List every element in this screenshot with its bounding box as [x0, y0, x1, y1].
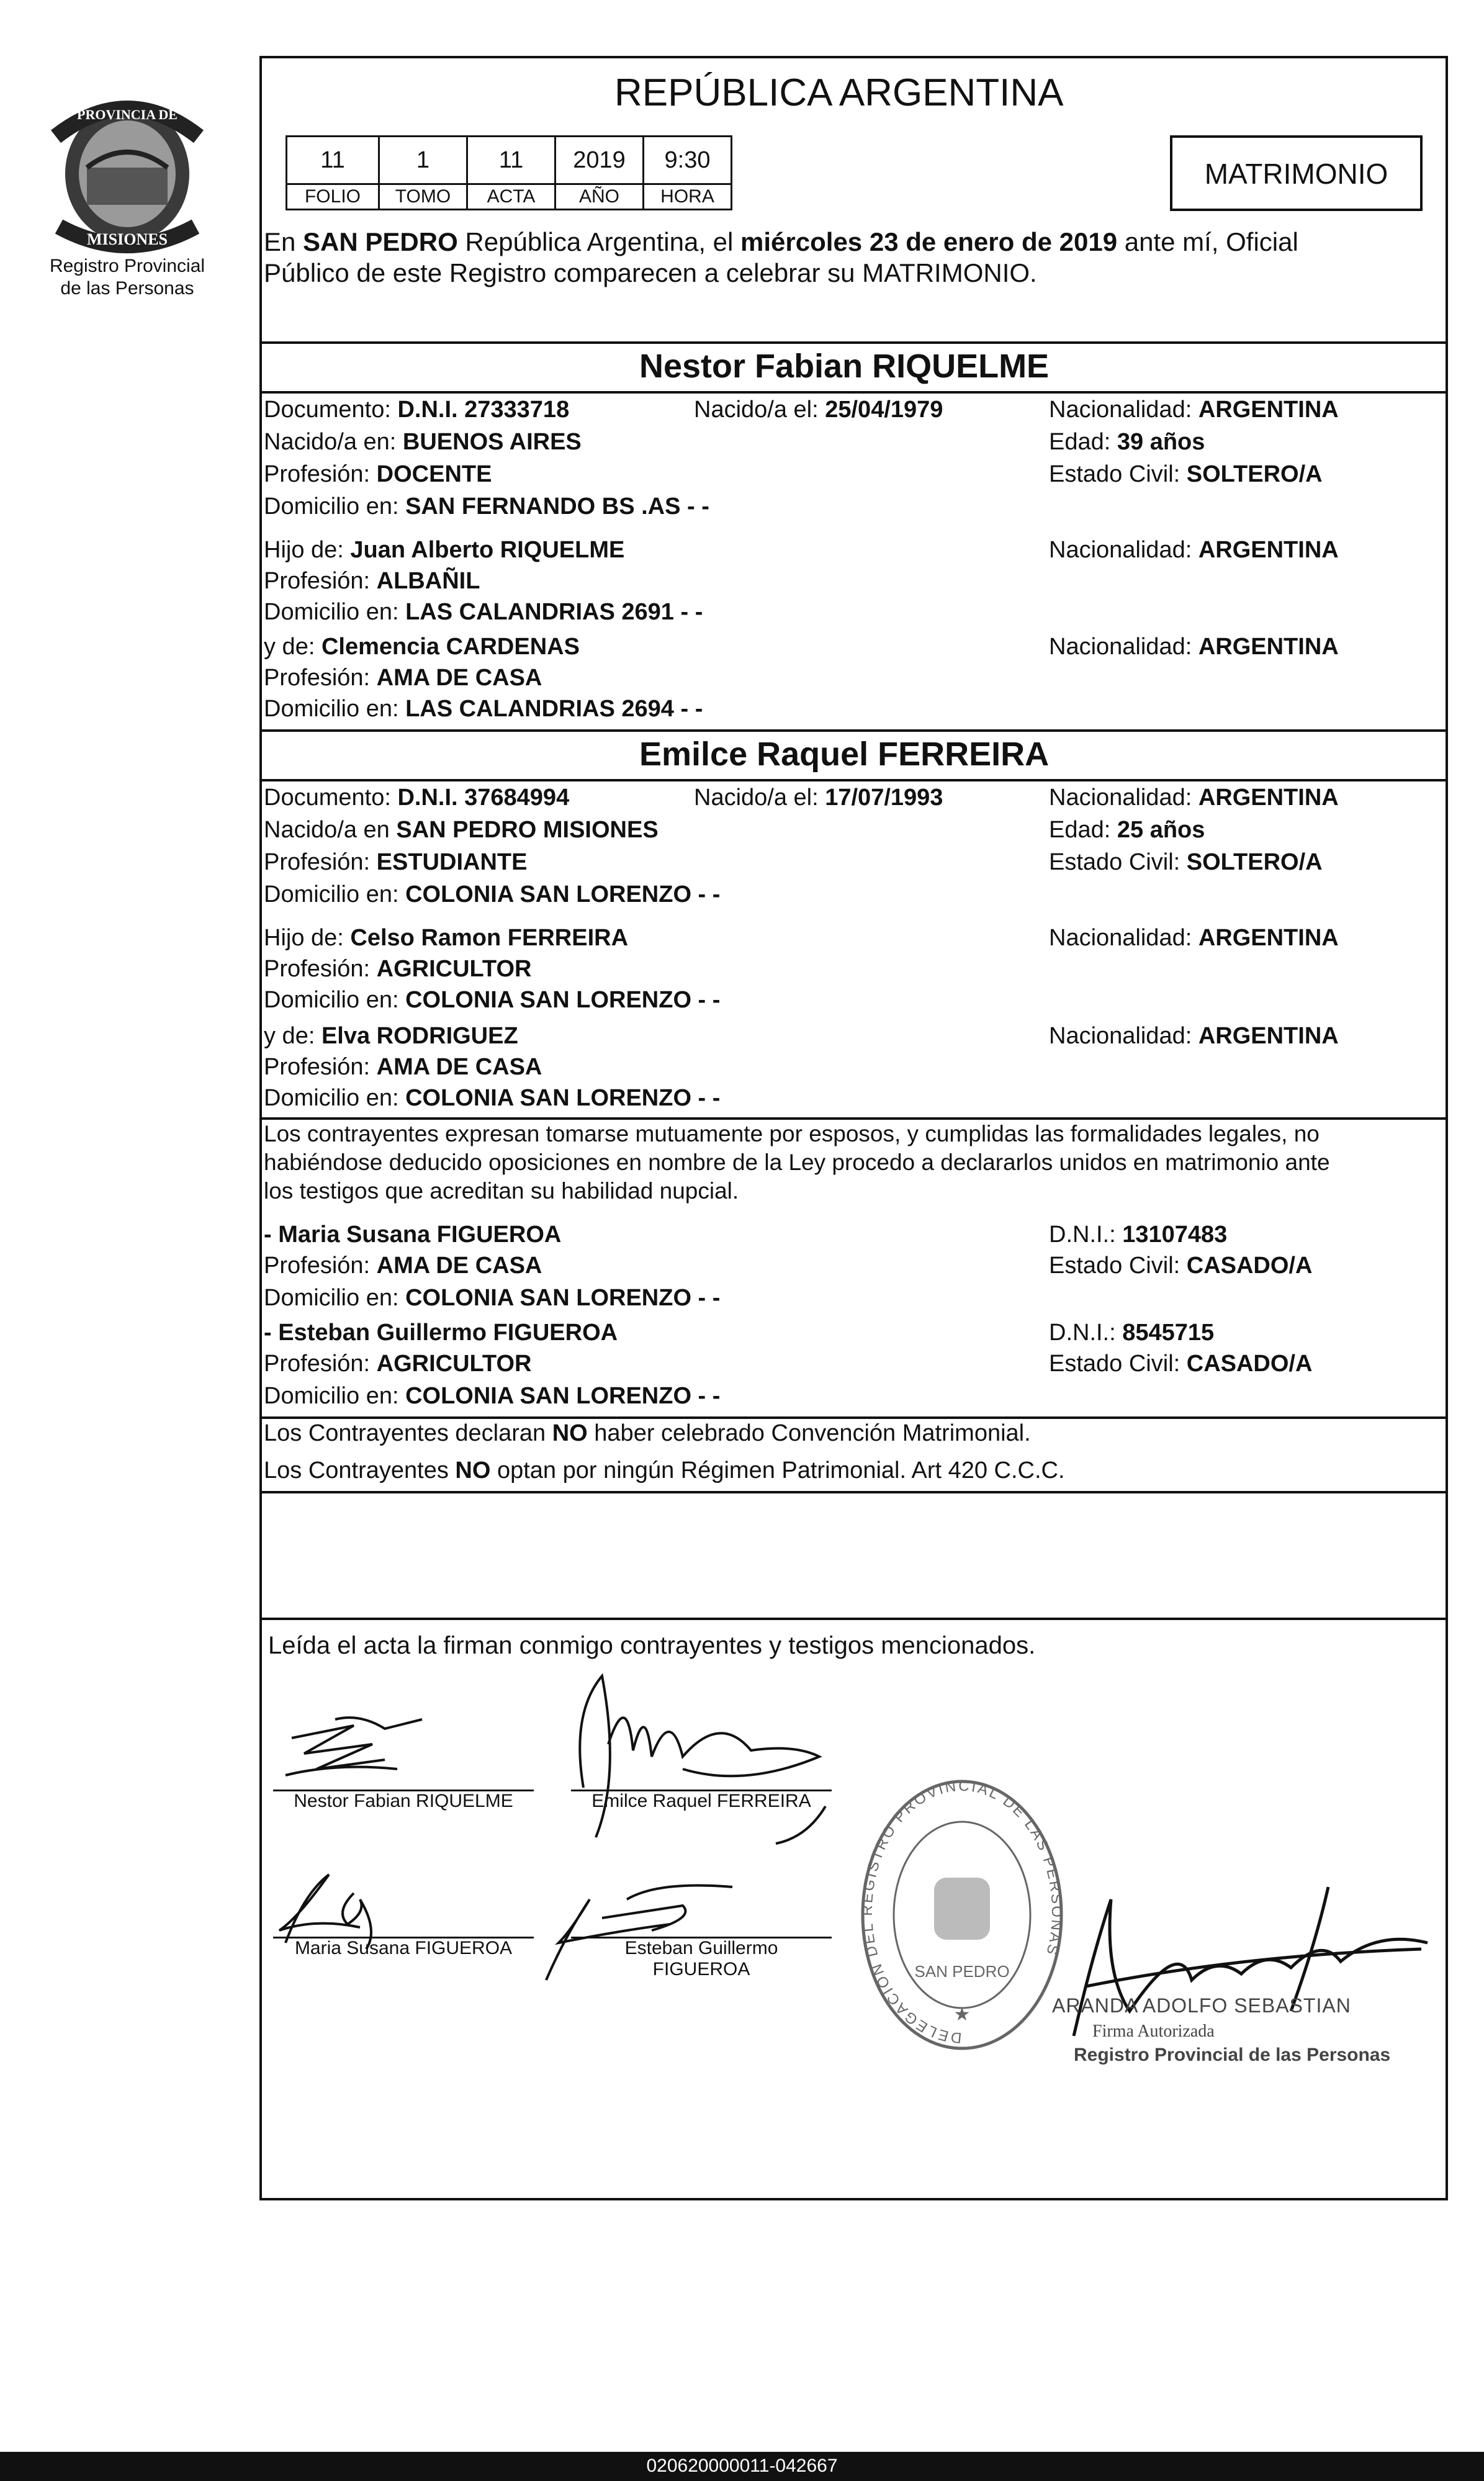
document-code: 020620000011-042667	[646, 2456, 838, 2476]
logo-caption-line2: de las Personas	[60, 278, 194, 299]
spouse1-birthplace: Nacido/a en: BUENOS AIRES	[264, 429, 582, 455]
witness2-address: Domicilio en: COLONIA SAN LORENZO - -	[264, 1383, 721, 1409]
witness2-profession: Profesión: AGRICULTOR	[264, 1351, 532, 1377]
spouse1-mother-address: Domicilio en: LAS CALANDRIAS 2694 - -	[264, 696, 703, 722]
spouse1-profession: Profesión: DOCENTE	[264, 461, 492, 487]
handwritten-signature	[534, 1862, 770, 1986]
witness1-profession: Profesión: AMA DE CASA	[264, 1253, 542, 1279]
signature-caption-witness2-b: FIGUEROA	[652, 1959, 750, 1979]
spouse1-age: Edad: 39 años	[1049, 429, 1205, 455]
divider	[259, 1491, 1448, 1493]
country-title: REPÚBLICA ARGENTINA	[614, 71, 1064, 114]
spouse2-mother-nationality: Nacionalidad: ARGENTINA	[1049, 1023, 1339, 1049]
spouse2-father-profession: Profesión: AGRICULTOR	[264, 956, 532, 982]
spouse2-mother-profession: Profesión: AMA DE CASA	[264, 1054, 542, 1080]
regime-line1: Los Contrayentes declaran NO haber celebrado Convención Matrimonial.	[264, 1420, 1031, 1446]
svg-text:MISIONES: MISIONES	[86, 230, 168, 248]
spouse2-civil-status: Estado Civil: SOLTERO/A	[1049, 849, 1323, 875]
spouse2-nationality: Nacionalidad: ARGENTINA	[1049, 785, 1339, 811]
svg-text:★: ★	[953, 2004, 971, 2025]
closing-statement: Leída el acta la firman conmigo contrayentes y testigos mencionados.	[268, 1632, 1036, 1659]
witness2-name: - Esteban Guillermo FIGUEROA	[264, 1320, 618, 1346]
svg-text:PROVINCIA DE: PROVINCIA DE	[77, 107, 178, 122]
spouse1-civil-status: Estado Civil: SOLTERO/A	[1049, 461, 1323, 487]
official-stamp	[860, 1772, 1064, 2058]
spouse2-mother-address: Domicilio en: COLONIA SAN LORENZO - -	[264, 1085, 721, 1111]
signature-caption-spouse1: Nestor Fabian RIQUELME	[294, 1791, 513, 1811]
spouse1-nationality: Nacionalidad: ARGENTINA	[1049, 397, 1339, 423]
tomo-value: 1	[378, 135, 468, 185]
logo-caption-line1: Registro Provincial	[49, 256, 205, 276]
acta-label: ACTA	[466, 183, 556, 210]
spouse2-address: Domicilio en: COLONIA SAN LORENZO - -	[264, 881, 721, 907]
spouse2-documento: Documento: D.N.I. 37684994	[264, 785, 570, 811]
hora-label: HORA	[642, 183, 732, 210]
regime-line2: Los Contrayentes NO optan por ningún Régimen Patrimonial. Art 420 C.C.C.	[264, 1457, 1065, 1484]
spouse1-father-nationality: Nacionalidad: ARGENTINA	[1049, 537, 1339, 563]
act-type-box: MATRIMONIO	[1170, 135, 1423, 211]
spouse1-name: Nestor Fabian RIQUELME	[639, 348, 1050, 385]
ano-value: 2019	[554, 135, 644, 185]
spouse1-mother: y de: Clemencia CARDENAS	[264, 634, 580, 660]
spouse1-father-address: Domicilio en: LAS CALANDRIAS 2691 - -	[264, 599, 703, 625]
declaration-line1: Los contrayentes expresan tomarse mutuamente por esposos, y cumplidas las formalidades legales, no	[264, 1121, 1320, 1146]
spouse2-name: Emilce Raquel FERREIRA	[639, 736, 1050, 773]
signature-caption-spouse2: Emilce Raquel FERREIRA	[591, 1791, 811, 1811]
folio-value: 11	[286, 135, 380, 185]
officer-office: Registro Provincial de las Personas	[1074, 2045, 1391, 2065]
spouse2-birthplace: Nacido/a en SAN PEDRO MISIONES	[264, 817, 659, 843]
spouse1-address: Domicilio en: SAN FERNANDO BS .AS - -	[264, 493, 709, 520]
signature-caption-witness1: Maria Susana FIGUEROA	[294, 1938, 513, 1958]
spouse1-birthdate: Nacido/a el: 25/04/1979	[694, 397, 943, 423]
officer-role: Firma Autorizada	[1092, 2022, 1215, 2041]
witness1-dni: D.N.I.: 13107483	[1049, 1222, 1228, 1248]
intro-line1: En SAN PEDRO República Argentina, el miércoles 23 de enero de 2019 ante mí, Oficial	[264, 227, 1298, 256]
spouse2-age: Edad: 25 años	[1049, 817, 1205, 843]
spouse1-documento: Documento: D.N.I. 27333718	[264, 397, 570, 423]
spouse2-father-nationality: Nacionalidad: ARGENTINA	[1049, 925, 1339, 951]
ano-label: AÑO	[554, 183, 644, 210]
spouse1-mother-profession: Profesión: AMA DE CASA	[264, 665, 542, 691]
handwritten-signature	[261, 1701, 497, 1800]
acta-value: 11	[466, 135, 556, 185]
officer-name: ARANDA ADOLFO SEBASTIAN	[1052, 1994, 1351, 2017]
divider	[259, 391, 1448, 394]
divider	[259, 341, 1448, 344]
handwritten-signature	[261, 1856, 422, 1955]
hora-value: 9:30	[642, 135, 732, 185]
svg-text:SAN PEDRO: SAN PEDRO	[914, 1962, 1010, 1981]
spouse1-mother-nationality: Nacionalidad: ARGENTINA	[1049, 634, 1339, 660]
tomo-label: TOMO	[378, 183, 468, 210]
intro-line2: Público de este Registro comparecen a celebrar su MATRIMONIO.	[264, 258, 1037, 287]
folio-label: FOLIO	[286, 183, 380, 210]
declaration-line2: habiéndose deducido oposiciones en nombre de la Ley procedo a declararlos unidos en matrimonio ante	[264, 1150, 1330, 1175]
spouse2-father: Hijo de: Celso Ramon FERREIRA	[264, 925, 629, 951]
witness1-name: - Maria Susana FIGUEROA	[264, 1222, 562, 1248]
witness2-civil-status: Estado Civil: CASADO/A	[1049, 1351, 1313, 1377]
witness1-address: Domicilio en: COLONIA SAN LORENZO - -	[264, 1285, 721, 1311]
spouse2-mother: y de: Elva RODRIGUEZ	[264, 1023, 518, 1049]
witness2-dni: D.N.I.: 8545715	[1049, 1320, 1215, 1346]
handwritten-signature	[559, 1651, 857, 1850]
spouse1-father-profession: Profesión: ALBAÑIL	[264, 568, 480, 594]
divider	[259, 1618, 1448, 1620]
svg-text:DELEGACION DEL REGISTRO PROVIN: DELEGACION DEL REGISTRO PROVINCIAL DE LAS PERSONAS	[860, 1777, 1064, 2046]
declaration-line3: los testigos que acreditan su habilidad nupcial.	[264, 1178, 739, 1204]
spouse1-father: Hijo de: Juan Alberto RIQUELME	[264, 537, 625, 563]
province-emblem	[43, 93, 211, 254]
divider	[259, 779, 1448, 781]
spouse2-father-address: Domicilio en: COLONIA SAN LORENZO - -	[264, 987, 721, 1013]
witness1-civil-status: Estado Civil: CASADO/A	[1049, 1253, 1313, 1279]
signature-caption-witness2-a: Esteban Guillermo	[624, 1938, 778, 1958]
spouse2-profession: Profesión: ESTUDIANTE	[264, 849, 528, 875]
spouse2-birthdate: Nacido/a el: 17/07/1993	[694, 785, 943, 811]
divider	[259, 729, 1448, 732]
